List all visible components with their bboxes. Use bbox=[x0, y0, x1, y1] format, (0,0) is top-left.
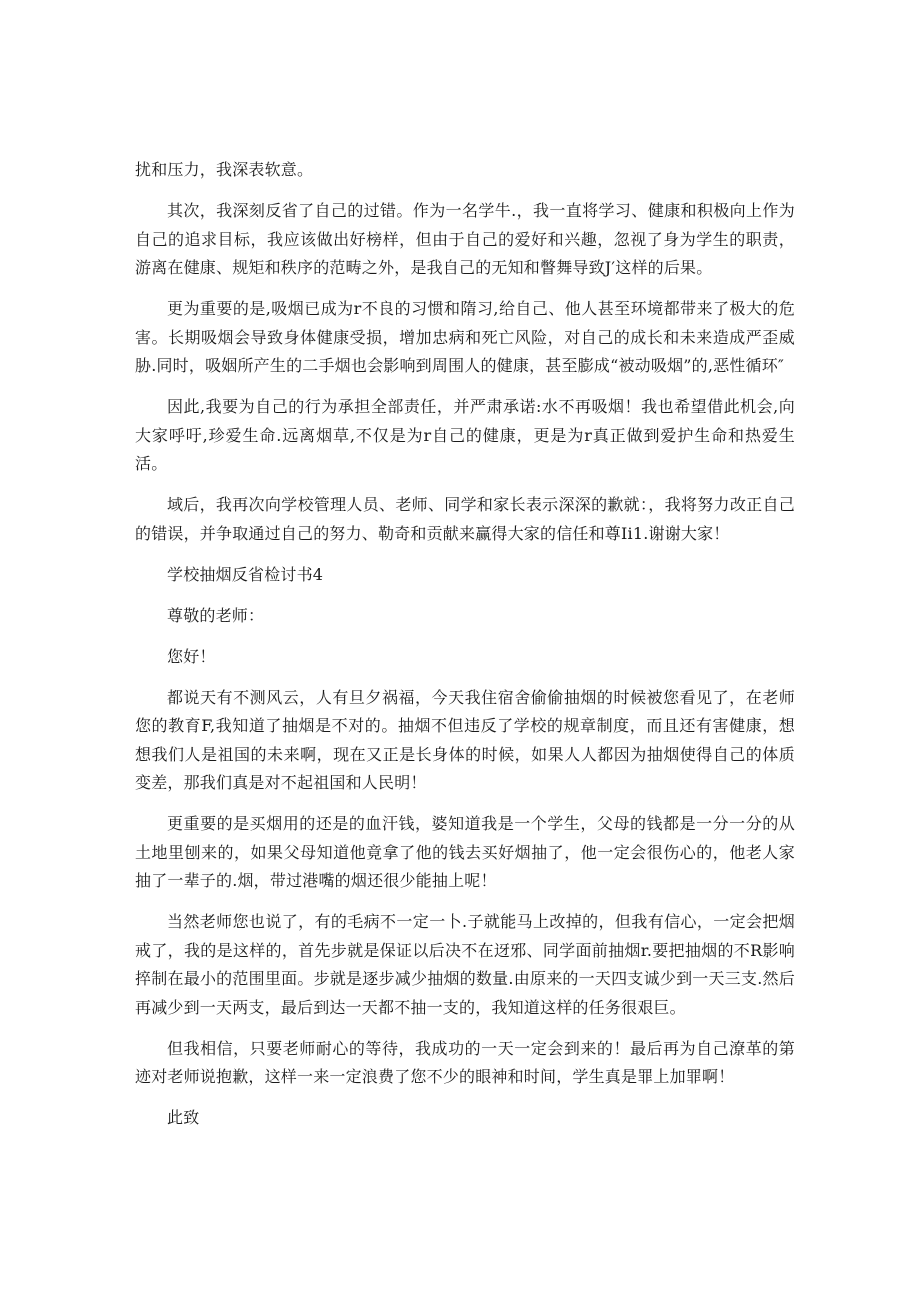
closing: 此致 bbox=[167, 1108, 200, 1127]
paragraph: 更重要的是买烟用的还是的血汗钱，婆知道我是一个学生，父母的钱都是一分一分的从土地里刨来的，如果父母知道他竟拿了他的钱去买好烟抽了，他一定会很伤心的，他老人家抽了一辈子的.烟，带过港嘴的烟还很少能抽上呢！ bbox=[135, 814, 795, 890]
paragraph: 都说天有不测风云，人有旦夕祸福，今天我住宿舍偷偷抽烟的时候被您看见了，在老师您的教育F,我知道了抽烟是不对的。抽烟不但违反了学校的规章制度，而且还有害健康，想想我们人是祖国的未来啊，现在又正是长身体的时候，如果人人都因为抽烟使得自己的体质变差，那我们真是对不起祖国和人民明！ bbox=[135, 687, 795, 792]
paragraph: 其次，我深刻反省了自己的过错。作为一名学牛.，我一直将学习、健康和积极向上作为自己的追求目标，我应该做出好榜样，但由于自己的爱好和兴趣，忽视了身为学生的职责，游离在健康、规矩和秩序的范畴之外，是我自己的无知和瞥舞导致J′这样的后果。 bbox=[135, 201, 795, 277]
document-body bbox=[135, 156, 795, 1145]
paragraph: 当然老师您也说了，有的毛病不一定一卜.子就能马上改掉的，但我有信心，一定会把烟戒了，我的是这样的，首先步就是保证以后决不在迓邪、同学面前抽烟r.要把抽烟的不R影响捽制在最小的范围里面。步就是逐步减少抽烟的数量.由原来的一天四支诚少到一天三支.然后再减少到一天两支，最后到达一天都不抽一支的，我知道这样的任务很艰巨。 bbox=[135, 912, 795, 1017]
paragraph: 但我相信，只要老师耐心的等待，我成功的一天一定会到来的！最后再为自己潦革的第迹对老师说抱歉，这样一来一定浪费了您不少的眼神和时间，学生真是罪上加罪啊！ bbox=[135, 1038, 795, 1086]
paragraph: 因此,我要为自己的行为承担全部责任，并严肃承诺:水不再吸烟！我也希望借此机会,向大家呼吁,珍爱生命.远离烟草,不仅是为r自己的健康，更是为r真正做到爱护生命和热爱生活。 bbox=[135, 397, 795, 473]
section-title: 学校抽烟反省检讨书4 bbox=[167, 564, 324, 584]
paragraph: 域后，我再次向学校管理人员、老师、同学和家长表示深深的歉就：，我将努力改正自己的错误，并争取通过自己的努力、勒奇和贡献来赢得大家的信任和尊Ii1.谢谢大家！ bbox=[135, 495, 795, 543]
greeting: 您好！ bbox=[167, 646, 216, 666]
paragraph: 扰和压力，我深表软意。 bbox=[135, 160, 314, 179]
salutation: 尊敬的老师： bbox=[167, 605, 265, 625]
paragraph: 更为重要的是,吸烟已成为r不良的习惯和隋习,给自己、他人甚至环境都带来了极大的危害。长期吸烟会导致身体健康受损，增加忠病和死亡风险，对自己的成长和未来造成严歪威胁.同时，吸姻所产生的二手烟也会影响到周围人的健康，甚至膨成“被动吸烟”的,恶性循环″ bbox=[135, 299, 795, 375]
